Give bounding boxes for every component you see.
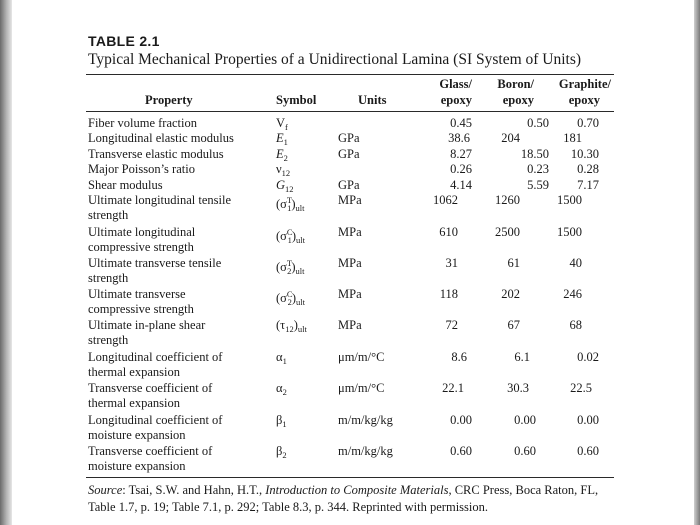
row-poisson-ratio-property: Major Poisson’s ratio	[88, 162, 195, 176]
row-trans-thermal-units: μm/m/°C	[338, 381, 385, 395]
row-trans-tensile-property-cont: strength	[88, 271, 129, 285]
row-longitudinal-modulus-units: GPa	[338, 131, 360, 145]
row-fiber-volume-fraction-glass: 0.45	[450, 116, 472, 130]
row-long-thermal-property-cont: thermal expansion	[88, 365, 180, 379]
row-long-thermal-graphite: 0.02	[577, 350, 599, 364]
row-long-thermal-property: Longitudinal coefficient of	[88, 350, 223, 364]
table-bottom-rule	[86, 477, 614, 478]
row-long-compressive-graphite: 1500	[557, 225, 582, 239]
row-long-compressive-glass: 610	[439, 225, 458, 239]
header-graphite-top: Graphite/	[558, 77, 611, 91]
row-long-thermal-units: μm/m/°C	[338, 350, 385, 364]
row-trans-moisture-units: m/m/kg/kg	[338, 444, 393, 458]
row-transverse-modulus-boron: 18.50	[520, 147, 549, 161]
table-top-rule	[86, 74, 614, 75]
table-number: TABLE 2.1	[88, 33, 160, 49]
row-poisson-ratio-symbol: $\nu_{12}$	[276, 162, 291, 178]
row-trans-compressive-glass: 118	[439, 287, 458, 301]
row-longitudinal-modulus-symbol: $E_1$	[276, 131, 288, 147]
row-long-moisture-units: m/m/kg/kg	[338, 413, 393, 427]
header-units: Units	[358, 93, 387, 107]
row-trans-moisture-property-cont: moisture expansion	[88, 459, 186, 473]
row-long-compressive-property: Ultimate longitudinal	[88, 225, 196, 239]
table-title: Typical Mechanical Properties of a Unidirectional Lamina (SI System of Units)	[88, 51, 582, 68]
row-trans-moisture-graphite: 0.60	[577, 444, 599, 458]
source-note	[88, 482, 628, 516]
row-poisson-ratio-boron: 0.23	[527, 162, 549, 176]
row-fiber-volume-fraction-graphite: 0.70	[577, 116, 599, 130]
row-long-tensile-glass: 1062	[433, 193, 458, 207]
row-long-thermal-symbol: $\alpha_1$	[276, 350, 287, 366]
source-book: Introduction to Composite Materials	[265, 483, 449, 497]
row-long-moisture-boron: 0.00	[514, 413, 536, 427]
row-inplane-shear-graphite: 68	[569, 318, 582, 332]
row-shear-modulus-glass: 4.14	[450, 178, 472, 192]
source-label: Source	[88, 483, 123, 497]
row-long-tensile-property-cont: strength	[88, 208, 129, 222]
row-shear-modulus-graphite: 7.17	[577, 178, 599, 192]
row-trans-tensile-units: MPa	[338, 256, 362, 270]
header-property: Property	[145, 93, 193, 107]
row-trans-tensile-graphite: 40	[569, 256, 582, 270]
row-long-compressive-symbol: $(\sigma^C_1)_{ult}$	[276, 227, 305, 245]
row-transverse-modulus-units: GPa	[338, 147, 360, 161]
row-fiber-volume-fraction-property: Fiber volume fraction	[88, 116, 197, 130]
row-long-tensile-boron: 1260	[495, 193, 520, 207]
row-inplane-shear-glass: 72	[445, 318, 458, 332]
row-long-compressive-property-cont: compressive strength	[88, 240, 194, 254]
row-long-compressive-units: MPa	[338, 225, 362, 239]
row-long-tensile-units: MPa	[338, 193, 362, 207]
row-long-thermal-glass: 8.6	[451, 350, 467, 364]
row-trans-thermal-boron: 30.3	[507, 381, 529, 395]
header-glass-top: Glass/	[439, 77, 472, 91]
row-inplane-shear-symbol: $(\tau_{12})_{ult}$	[276, 318, 307, 334]
row-fiber-volume-fraction-symbol: $V_f$	[276, 116, 288, 132]
row-shear-modulus-property: Shear modulus	[88, 178, 163, 192]
header-rule	[86, 111, 614, 112]
row-long-moisture-property-cont: moisture expansion	[88, 428, 186, 442]
row-transverse-modulus-property: Transverse elastic modulus	[88, 147, 224, 161]
row-longitudinal-modulus-boron: 204	[501, 131, 520, 145]
row-trans-moisture-glass: 0.60	[450, 444, 472, 458]
header-glass-bottom: epoxy	[440, 93, 472, 107]
row-trans-thermal-property: Transverse coefficient of	[88, 381, 213, 395]
row-long-moisture-glass: 0.00	[450, 413, 472, 427]
row-shear-modulus-units: GPa	[338, 178, 360, 192]
row-trans-compressive-symbol: $(\sigma^C_2)_{ult}$	[276, 289, 305, 307]
row-transverse-modulus-glass: 8.27	[450, 147, 472, 161]
row-trans-compressive-graphite: 246	[563, 287, 582, 301]
row-trans-moisture-property: Transverse coefficient of	[88, 444, 213, 458]
row-trans-tensile-boron: 61	[507, 256, 520, 270]
row-trans-tensile-property: Ultimate transverse tensile	[88, 256, 222, 270]
row-transverse-modulus-graphite: 10.30	[570, 147, 599, 161]
row-transverse-modulus-symbol: $E_2$	[276, 147, 288, 163]
row-shear-modulus-symbol: $G_{12}$	[276, 178, 294, 194]
row-trans-moisture-boron: 0.60	[514, 444, 536, 458]
row-trans-tensile-glass: 31	[445, 256, 458, 270]
row-longitudinal-modulus-glass: 38.6	[448, 131, 470, 145]
row-trans-compressive-units: MPa	[338, 287, 362, 301]
row-trans-tensile-symbol: $(\sigma^T_2)_{ult}$	[276, 258, 305, 276]
row-long-thermal-boron: 6.1	[514, 350, 530, 364]
row-trans-thermal-graphite: 22.5	[570, 381, 592, 395]
row-trans-compressive-property-cont: compressive strength	[88, 302, 194, 316]
row-poisson-ratio-graphite: 0.28	[577, 162, 599, 176]
header-graphite-bottom: epoxy	[568, 93, 600, 107]
row-long-moisture-graphite: 0.00	[577, 413, 599, 427]
row-inplane-shear-boron: 67	[507, 318, 520, 332]
row-trans-compressive-boron: 202	[501, 287, 520, 301]
row-long-moisture-symbol: $\beta_1$	[276, 413, 287, 429]
row-trans-thermal-glass: 22.1	[442, 381, 464, 395]
header-boron-top: Boron/	[497, 77, 534, 91]
row-fiber-volume-fraction-boron: 0.50	[527, 116, 549, 130]
row-inplane-shear-property: Ultimate in-plane shear	[88, 318, 206, 332]
row-longitudinal-modulus-graphite: 181	[563, 131, 582, 145]
source-details: , CRC Press, Boca Raton, FL, Table 1.7, p. 19; Table 7.1, p. 292; Table 8.3, p. 344. Reprinted with permission.	[88, 483, 599, 514]
row-trans-moisture-symbol: $\beta_2$	[276, 444, 287, 460]
header-boron-bottom: epoxy	[502, 93, 534, 107]
row-trans-compressive-property: Ultimate transverse	[88, 287, 186, 301]
header-symbol: Symbol	[276, 93, 317, 107]
row-trans-thermal-property-cont: thermal expansion	[88, 396, 180, 410]
row-long-tensile-graphite: 1500	[557, 193, 582, 207]
row-trans-thermal-symbol: $\alpha_2$	[276, 381, 287, 397]
row-shear-modulus-boron: 5.59	[527, 178, 549, 192]
row-long-tensile-symbol: $(\sigma^T_1)_{ult}$	[276, 195, 305, 213]
row-long-compressive-boron: 2500	[495, 225, 520, 239]
row-longitudinal-modulus-property: Longitudinal elastic modulus	[88, 131, 234, 145]
row-poisson-ratio-glass: 0.26	[450, 162, 472, 176]
row-inplane-shear-property-cont: strength	[88, 333, 129, 347]
source-authors: : Tsai, S.W. and Hahn, H.T.,	[122, 483, 266, 497]
row-long-moisture-property: Longitudinal coefficient of	[88, 413, 223, 427]
row-inplane-shear-units: MPa	[338, 318, 362, 332]
row-long-tensile-property: Ultimate longitudinal tensile	[88, 193, 232, 207]
